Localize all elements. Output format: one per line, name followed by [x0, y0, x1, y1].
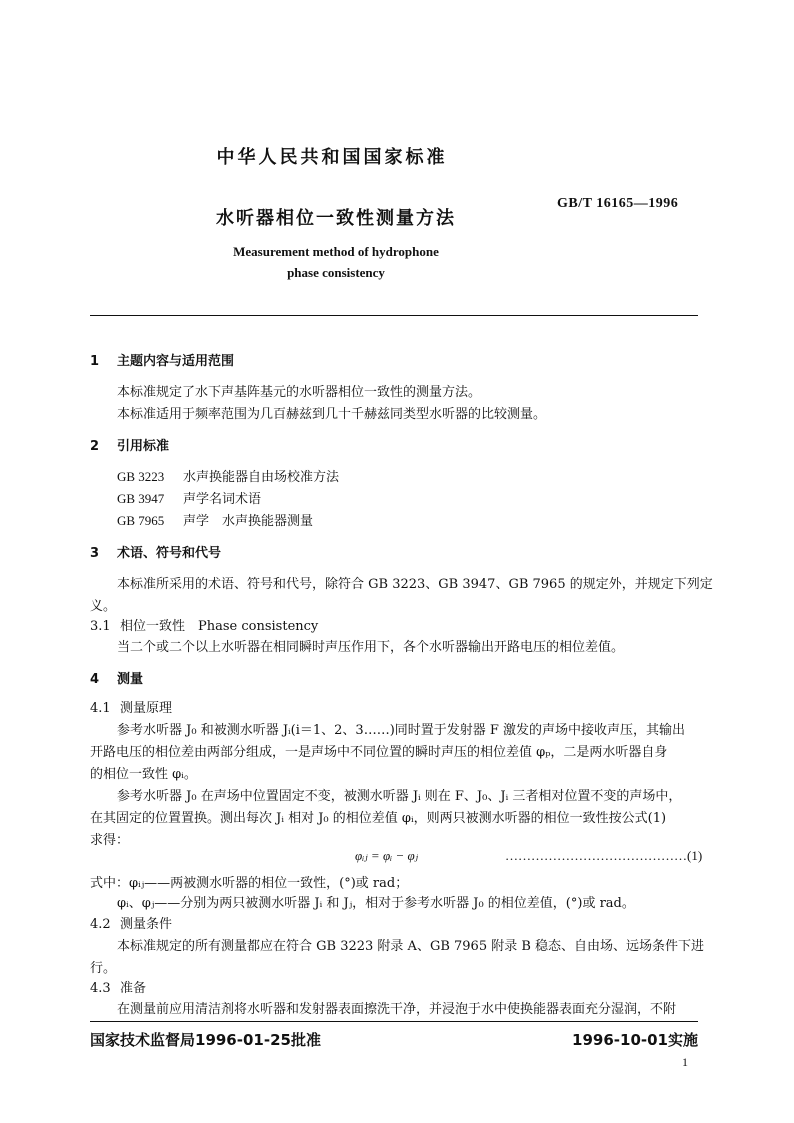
footer-divider	[90, 1021, 698, 1022]
paragraph-continuation: 在其固定的位置置换。测出每次 Jᵢ 相对 J₀ 的相位差值 φᵢ，则两只被测水听器的相位一致性按公式(1)	[90, 811, 667, 826]
effective-date: 1996-10-01实施	[572, 1031, 698, 1049]
subsection-title: 相位一致性 Phase consistency	[120, 619, 319, 634]
reference-name: 声学 水声换能器测量	[183, 514, 314, 529]
paragraph: 参考水听器 J₀ 在声场中位置固定不变，被测水听器 Jᵢ 则在 F、J₀、Jᵢ 三者相对位置不变的声场中，	[117, 789, 682, 804]
paragraph-continuation: 义。	[90, 599, 117, 614]
page-number: 1	[682, 1055, 688, 1069]
document-title: 水听器相位一致性测量方法	[216, 208, 456, 229]
paragraph-continuation: 的相位一致性 φᵢ。	[90, 767, 197, 782]
english-title-line2: phase consistency	[287, 265, 385, 280]
section-number: 1	[90, 354, 100, 369]
section-title: 引用标准	[117, 439, 170, 454]
section-number: 2	[90, 439, 100, 454]
section-number: 3	[90, 546, 100, 561]
subsection-title: 测量条件	[120, 917, 173, 932]
subsection-number: 3.1	[90, 619, 111, 634]
section-1-heading	[90, 350, 234, 369]
standard-code: GB/T 16165—1996	[557, 196, 679, 211]
paragraph-continuation: 行。	[90, 961, 117, 976]
approval-date: 国家技术监督局1996-01-25批准	[90, 1031, 321, 1049]
subsection-title: 测量原理	[120, 701, 173, 716]
section-title: 测量	[117, 672, 144, 687]
header-divider	[90, 315, 698, 316]
paragraph: 本标准规定了水下声基阵基元的水听器相位一致性的测量方法。	[117, 385, 482, 400]
subsection-4-3-heading	[90, 977, 146, 996]
national-standard-heading: 中华人民共和国国家标准	[216, 147, 448, 168]
english-title-line1: Measurement method of hydrophone	[233, 244, 439, 259]
formula-legend: 式中：φᵢⱼ——两被测水听器的相位一致性，(°)或 rad；	[90, 876, 409, 891]
subsection-3-1-heading	[90, 615, 318, 634]
paragraph: 本标准规定的所有测量都应在符合 GB 3223 附录 A、GB 7965 附录 B 稳态、自由场、远场条件下进	[117, 939, 705, 954]
paragraph: 当二个或二个以上水听器在相同瞬时声压作用下，各个水听器输出开路电压的相位差值。	[117, 640, 625, 655]
formula-legend: φᵢ、φⱼ——分别为两只被测水听器 Jᵢ 和 Jⱼ，相对于参考水听器 J₀ 的相位差值，(°)或 rad。	[117, 896, 635, 911]
subsection-4-2-heading	[90, 913, 172, 932]
reference-item	[117, 510, 313, 529]
reference-item	[117, 488, 261, 507]
subsection-number: 4.2	[90, 917, 111, 932]
reference-code: GB 3223	[117, 469, 165, 484]
reference-item	[117, 466, 339, 485]
section-4-heading	[90, 668, 143, 687]
subsection-4-1-heading	[90, 697, 172, 716]
reference-code: GB 7965	[117, 513, 165, 528]
subsection-number: 4.3	[90, 981, 111, 996]
formula: φᵢⱼ = φᵢ − φⱼ	[355, 848, 419, 863]
subsection-title: 准备	[120, 981, 147, 996]
section-number: 4	[90, 672, 100, 687]
subsection-number: 4.1	[90, 701, 111, 716]
section-2-heading	[90, 435, 169, 454]
section-title: 主题内容与适用范围	[117, 354, 235, 369]
paragraph-continuation: 开路电压的相位差由两部分组成，一是声场中不同位置的瞬时声压的相位差值 φₚ，二是两水听器自身	[90, 745, 668, 760]
reference-name: 声学名词术语	[183, 492, 262, 507]
paragraph: 本标准所采用的术语、符号和代号，除符合 GB 3223、GB 3947、GB 7965 的规定外，并规定下列定	[117, 577, 713, 592]
formula-number: ……………………………………(1)	[505, 848, 703, 863]
reference-name: 水声换能器自由场校准方法	[183, 470, 340, 485]
paragraph: 在测量前应用清洁剂将水听器和发射器表面擦洗干净，并浸泡于水中使换能器表面充分湿润，不附	[117, 1002, 677, 1017]
paragraph-continuation: 求得：	[90, 833, 130, 848]
paragraph: 本标准适用于频率范围为几百赫兹到几十千赫兹同类型水听器的比较测量。	[117, 407, 547, 422]
section-title: 术语、符号和代号	[117, 546, 222, 561]
section-3-heading	[90, 542, 221, 561]
reference-code: GB 3947	[117, 491, 165, 506]
paragraph: 参考水听器 J₀ 和被测水听器 Jᵢ(i＝1、2、3……)同时置于发射器 F 激发的声场中接收声压，其输出	[117, 723, 686, 738]
